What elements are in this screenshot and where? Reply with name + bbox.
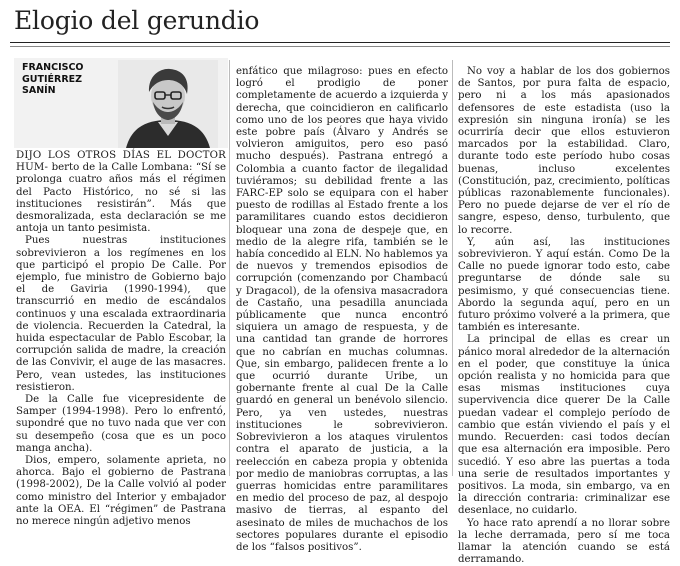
- column-divider-2: [452, 60, 453, 476]
- title-rule-thin: [10, 46, 670, 47]
- paragraph-8: La principal de ellas es crear un pánico moral alrededor de la alternación en el poder, que constituye la única opción realista y no homicida para que esas mismas instituciones cuya supervivencia dice querer De la Calle puedan vadear el complejo período de cambio que están viviendo el país y el mundo. Recuerden: casi todos decían que esa alternación era imposible. Pero sucedió. Y eso abre las puertas a toda una serie de resultados importantes y positivos. La moda, sin embargo, va en la dirección contraria: criminalizar ese desenlace, no cuidarlo.: [458, 334, 670, 517]
- paragraph-6: No voy a hablar de los dos gobiernos de Santos, por pura falta de espacio, pero ni a los más apasionados defensores de este estadista (uso la expresión sin ninguna ironía) se les ocurriría decir que ellos estuvieron marcados por la estabilidad. Claro, durante todo este período hubo cosas buenas, incluso excelentes (Constitución, paz, crecimiento, políticas públicas razonablemente funcionales). Pero no puede dejarse de ver el río de sangre, espeso, denso, turbulento, que lo recorre.: [458, 66, 670, 236]
- title-rule: [10, 42, 670, 43]
- paragraph-7: Y, aún así, las instituciones sobrevivieron. Y aquí están. Como De la Calle no puede ignorar todo esto, cabe preguntarse de dónde sale su pesimismo, y qué consecuencias tiene. Abordo la segunda aquí, pero en un futuro próximo volveré a la primera, que también es interesante.: [458, 236, 670, 334]
- paragraph-1: [16, 150, 226, 235]
- column-divider-1: [229, 60, 230, 476]
- column-3: [458, 66, 670, 566]
- paragraph-9: Yo hace rato aprendí a no llorar sobre la leche derramada, pero sí me toca llamar la atención cuando se está derramando.: [458, 517, 670, 566]
- paragraph-4: Dios, empero, solamente aprieta, no ahorca. Bajo el gobierno de Pastrana (1998-2002), De la Calle volvió al poder como ministro del Interior y embajador ante la OEA. El “régimen” de Pastrana no merece ningún adjetivo menos: [16, 455, 226, 528]
- author-portrait-icon: [118, 60, 218, 148]
- author-box: [14, 58, 228, 148]
- paragraph-5: enfático que milagroso: pues en efecto logró el prodigio de poner completamente de acuerdo a izquierda y derecha, que coincidieron en calificarlo como uno de los peores que haya vivido este pobre país (Álvaro y Andrés se volvieron amiguitos, pero eso pasó mucho después). Pastrana entregó a Colombia a cuanto factor de ilegalidad tuviéramos; su debilidad frente a las FARC-EP solo se equipara con el haber puesto de rodillas al Estado frente a los paramilitares cuando estos decidieron bloquear una zona de despeje que, en medio de la alegre rifa, también se le había concedido al ELN. No hablemos ya de nuevos y tremendos episodios de corrupción (comenzando por Chambacú y Dragacol), de la ofensiva masacradora de Castaño, una pesadilla anunciada públicamente que nunca encontró siquiera un amago de respuesta, y de una cantidad tan grande de horrores que no cabrían en muchas columnas. Que, sin embargo, palidecen frente a lo que ocurrió durante Uribe, un gobernante frente al cual De la Calle guardó en general un benévolo silencio. Pero, ya ven ustedes, nuestras instituciones le sobrevivieron. Sobrevivieron a los ataques virulentos contra el aparato de justicia, a la reelección en cabeza propia y obtenida por medio de maniobras corruptas, a las guerras homicidas entre paramilitares en medio del proceso de paz, al despojo masivo de tierras, al espanto del asesinato de miles de muchachos de los sectores populares durante el episodio de los “falsos positivos”.: [236, 66, 448, 553]
- lead-in: DIJO LOS OTROS DÍAS EL DOCTOR HUM-: [16, 150, 226, 174]
- paragraph-1-text: berto de la Calle Lombana: “Sí se prolonga cuatro años más el régimen del Pacto Histórico, no sé si las instituciones resistirán”. Más que desmoralizada, esta declaración se me antoja un tanto pesimista.: [16, 162, 226, 235]
- paragraph-2: Pues nuestras instituciones sobrevivieron a los regímenes en los que participó el propio De Calle. Por ejemplo, fue ministro de Gobierno bajo el de Gaviria (1990-1994), que transcurrió en medio de escándalos continuos y una escalada extraordinaria de violencia. Recuerden la Catedral, la huida espectacular de Pablo Escobar, la corrupción salida de madre, la creación de las Convivir, el auge de las masacres. Pero, vean ustedes, las instituciones resistieron.: [16, 235, 226, 393]
- author-name: FRANCISCO GUTIÉRREZ SANÍN: [22, 62, 84, 96]
- article-title: Elogio del gerundio: [14, 6, 260, 35]
- column-1: [16, 150, 226, 528]
- column-2: [236, 66, 448, 554]
- paragraph-3: De la Calle fue vicepresidente de Samper (1994-1998). Pero lo enfrentó, supondré que no tuvo nada que ver con su desempeño (cosa que es un poco manga ancha).: [16, 394, 226, 454]
